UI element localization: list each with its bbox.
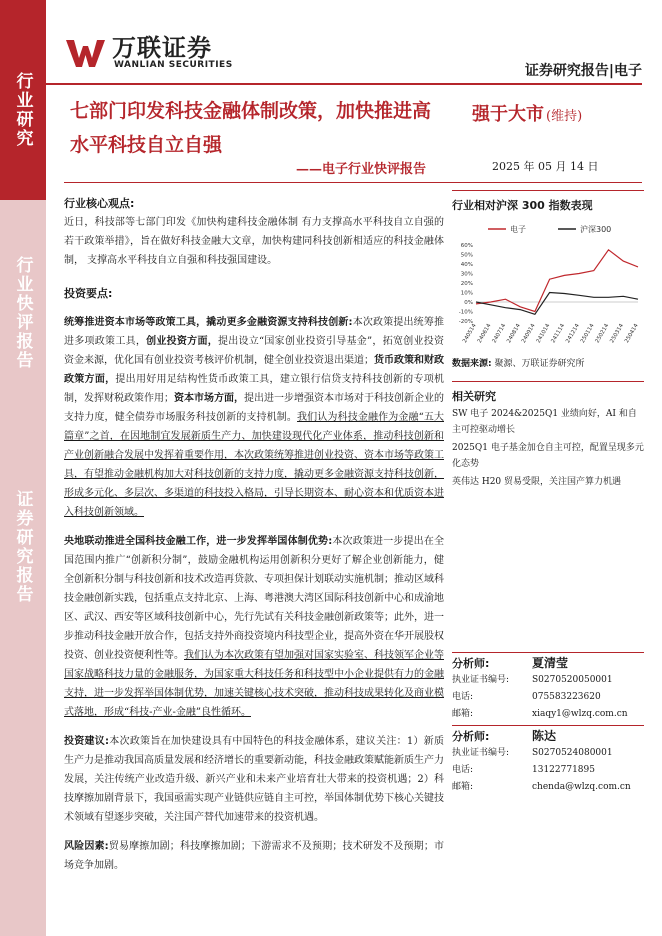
analyst-tel: 电话: 075583223620 <box>452 692 601 702</box>
p1-text-4: 提出进一步增强资本市场对于科技创新企业的支持力度，健全债券市场服务科技创新的支持机制。 <box>64 393 444 423</box>
wanlian-logo-icon <box>66 38 108 68</box>
legend-label: 沪深300 <box>580 225 612 234</box>
p3-text: 本次政策旨在加快建设具有中国特色的科技金融体系，建议关注：1）新质生产力是推动我国高质量发展和经济增长的重要新动能，科技金融政策赋能新质生产力发展，关注传统产业改造升级、新兴产业和未来产业培育壮大带来的投资机遇；2）科技摩擦加剧背景下，我国亟需实现产业链供应链自主可控，举国体制优势下核心关键技术领域有望逐步突破，关注国产替代加速带来的投资机遇。 <box>64 736 444 823</box>
analyst-tel: 电话: 13122771895 <box>452 765 595 775</box>
sidebar-tag-securities-report: 证券研究报告 <box>12 490 33 604</box>
source-text: 聚源、万联证券研究所 <box>494 359 585 369</box>
y-tick-label: 30% <box>460 271 473 278</box>
p1-bold-3: 货币政策和财政政策方面， <box>64 355 444 385</box>
p1-text-2: 提出设立“国家创业投资引导基金”，拓宽创业投资资金来源，优化国有创业投资考核评价机制，健全创业投资退出渠道； <box>64 336 445 366</box>
report-subtitle: ——电子行业快评报告 <box>296 162 427 177</box>
invest-paragraph-1 <box>64 313 444 522</box>
analyst-email: 邮箱: xiaqy1@wlzq.com.cn <box>452 709 628 719</box>
related-item[interactable]: 2025Q1 电子基金加仓自主可控，配置呈现多元化态势 <box>452 443 644 469</box>
series-line <box>476 293 638 315</box>
invest-paragraph-3 <box>64 732 444 827</box>
analyst-cert: 执业证书编号: S0270520050001 <box>452 675 613 685</box>
p4-text: 贸易摩擦加剧；科技摩擦加剧；下游需求不及预期；技术研发不及预期；市场竞争加剧。 <box>64 841 445 871</box>
report-date: 2025 年 05 月 14 日 <box>492 160 599 173</box>
y-tick-label: 10% <box>460 290 473 297</box>
p1-bold-1: 统筹推进资本市场等政策工具，撬动更多金融资源支持科技创新: <box>64 317 353 328</box>
y-tick-label: 50% <box>460 252 473 259</box>
x-tick-label: 240614 <box>476 323 493 345</box>
x-tick-label: 240914 <box>520 323 537 345</box>
x-tick-label: 250314 <box>609 323 626 345</box>
sidebar-tag-industry-research: 行业研究 <box>0 0 46 200</box>
left-sidebar <box>0 0 46 936</box>
p1-text-1: 本次政策提出统筹推进多项政策工具， <box>64 317 445 347</box>
source-label: 数据来源: <box>452 359 492 369</box>
y-tick-label: 20% <box>460 281 473 287</box>
p1-bold-4: 资本市场方面， <box>174 393 244 404</box>
analyst-name-row: 分析师: 陈达 <box>452 725 644 745</box>
core-paragraph: 近日，科技部等七部门印发《加快构建科技金融体制 有力支撑高水平科技自立自强的若干政策举措》，旨在做好科技金融大文章，加快构建同科技创新相适应的科技金融体制， 支撑高水平科技自立自强和科技强国建设。 <box>64 217 444 266</box>
performance-chart-svg <box>452 219 644 354</box>
report-type-label: 证券研究报告|电子 <box>524 63 642 79</box>
analyst-cert: 执业证书编号: S0270524080001 <box>452 748 613 758</box>
p3-bold: 投资建议: <box>64 736 110 747</box>
x-tick-label: 240714 <box>491 323 508 345</box>
x-tick-label: 250414 <box>624 323 640 345</box>
y-tick-label: -10% <box>458 309 473 316</box>
sidebar-tag-quick-review: 行业快评报告 <box>12 256 33 370</box>
y-tick-label: 40% <box>460 262 473 268</box>
x-tick-label: 241214 <box>565 323 581 345</box>
analyst-info <box>452 650 644 796</box>
logo-text-en: WANLIAN SECURITIES <box>114 60 233 70</box>
y-tick-label: 0% <box>464 300 473 306</box>
invest-heading: 投资要点: <box>64 287 113 300</box>
y-tick-label: 60% <box>460 243 473 249</box>
p2-bold-1: 央地联动推进全国科技金融工作，进一步发挥举国体制优势: <box>64 536 333 547</box>
report-title: 七部门印发科技金融体制改策，加快推进高水平科技自立自强 <box>70 100 432 156</box>
analyst-email: 邮箱: chenda@wlzq.com.cn <box>452 782 631 792</box>
related-item[interactable]: 英伟达 H20 贸易受限，关注国产算力机遇 <box>452 477 622 487</box>
core-heading: 行业核心观点: <box>64 197 135 210</box>
analyst-name: 夏清莹 <box>532 656 569 670</box>
x-tick-label: 250214 <box>594 323 611 345</box>
rating-value: 强于大市 <box>472 104 544 125</box>
chart-title: 行业相对沪深 300 指数表现 <box>452 190 644 213</box>
invest-paragraph-2 <box>64 532 444 722</box>
logo-text-cn: 万联证券 <box>112 34 212 62</box>
analyst-name-row: 分析师: 夏清莹 <box>452 652 644 672</box>
x-tick-label: 241014 <box>535 323 552 345</box>
p1-text-3: 提出用好用足结构性货币政策工具，建立银行信贷支持科技创新的专项机制，发挥财税政策作用； <box>64 374 445 404</box>
x-tick-label: 250114 <box>579 323 596 345</box>
right-column <box>452 190 644 490</box>
legend-label: 电子 <box>510 225 526 234</box>
p1-underlined: 我们认为科技金融作为金融“五大篇章”之首，在因地制宜发展新质生产力、加快建设现代化产业体系，推动科技创新和产业创新融合发展中发挥着重要作用，本次政策统筹推进创业投资、资本市场等政策工具，有望推动金融机构加大对科技创新的支持力度，撬动更多金融资源支持科技创新，形成多元化、多层次、多渠道的科技投入格局，引导长期资本、耐心资本和优质资本进入科技创新领域。 <box>64 412 444 518</box>
related-research-heading: 相关研究 <box>452 381 644 404</box>
x-tick-label: 241114 <box>550 323 567 345</box>
x-tick-label: 240814 <box>506 323 522 345</box>
x-tick-label: 240514 <box>462 323 478 345</box>
invest-paragraph-4 <box>64 837 444 875</box>
p4-bold: 风险因素: <box>64 841 109 852</box>
title-divider <box>64 182 642 183</box>
rating <box>472 100 582 126</box>
rating-sub: (维持) <box>546 109 583 124</box>
p1-bold-2: 创业投资方面， <box>146 336 218 347</box>
main-content <box>64 190 444 875</box>
company-logo <box>66 36 233 70</box>
header-divider <box>46 83 642 85</box>
performance-chart <box>452 219 644 354</box>
data-source <box>452 356 644 369</box>
related-item[interactable]: SW 电子 2024&2025Q1 业绩向好，AI 和自主可控驱动增长 <box>452 409 637 435</box>
analyst-name: 陈达 <box>532 729 557 743</box>
p2-text-1: 本次政策进一步提出在全国范围内推广“创新积分制”，鼓励金融机构运用创新积分更好了解企业创新能力，健全创新积分制与科技创新和技术改造再贷款、专项担保计划联动实施机制；推动区域科技金融创新实践，包括重点支持北京、上海、粤港澳大湾区国际科技创新中心和成渝地区、武汉、西安等区域科技创新中心，先行先试有关科技金融创新政策等；此外，进一步推动科技金融开放合作，包括支持外商投资境内科技型企业，提高外资在华开展股权投资、创业投资便利性等。 <box>64 536 445 661</box>
y-tick-label: -20% <box>458 319 473 325</box>
p2-underlined: 我们认为本次政策有望加强对国家实验室、科技领军企业等国家战略科技力量的金融服务，为国家重大科技任务和科技型中小企业提供有力的金融支持，进一步发挥举国体制优势，加速关键核心技术突破，推动科技成果转化及商业模式落地，形成“科技-产业-金融”良性循环。 <box>64 650 444 718</box>
